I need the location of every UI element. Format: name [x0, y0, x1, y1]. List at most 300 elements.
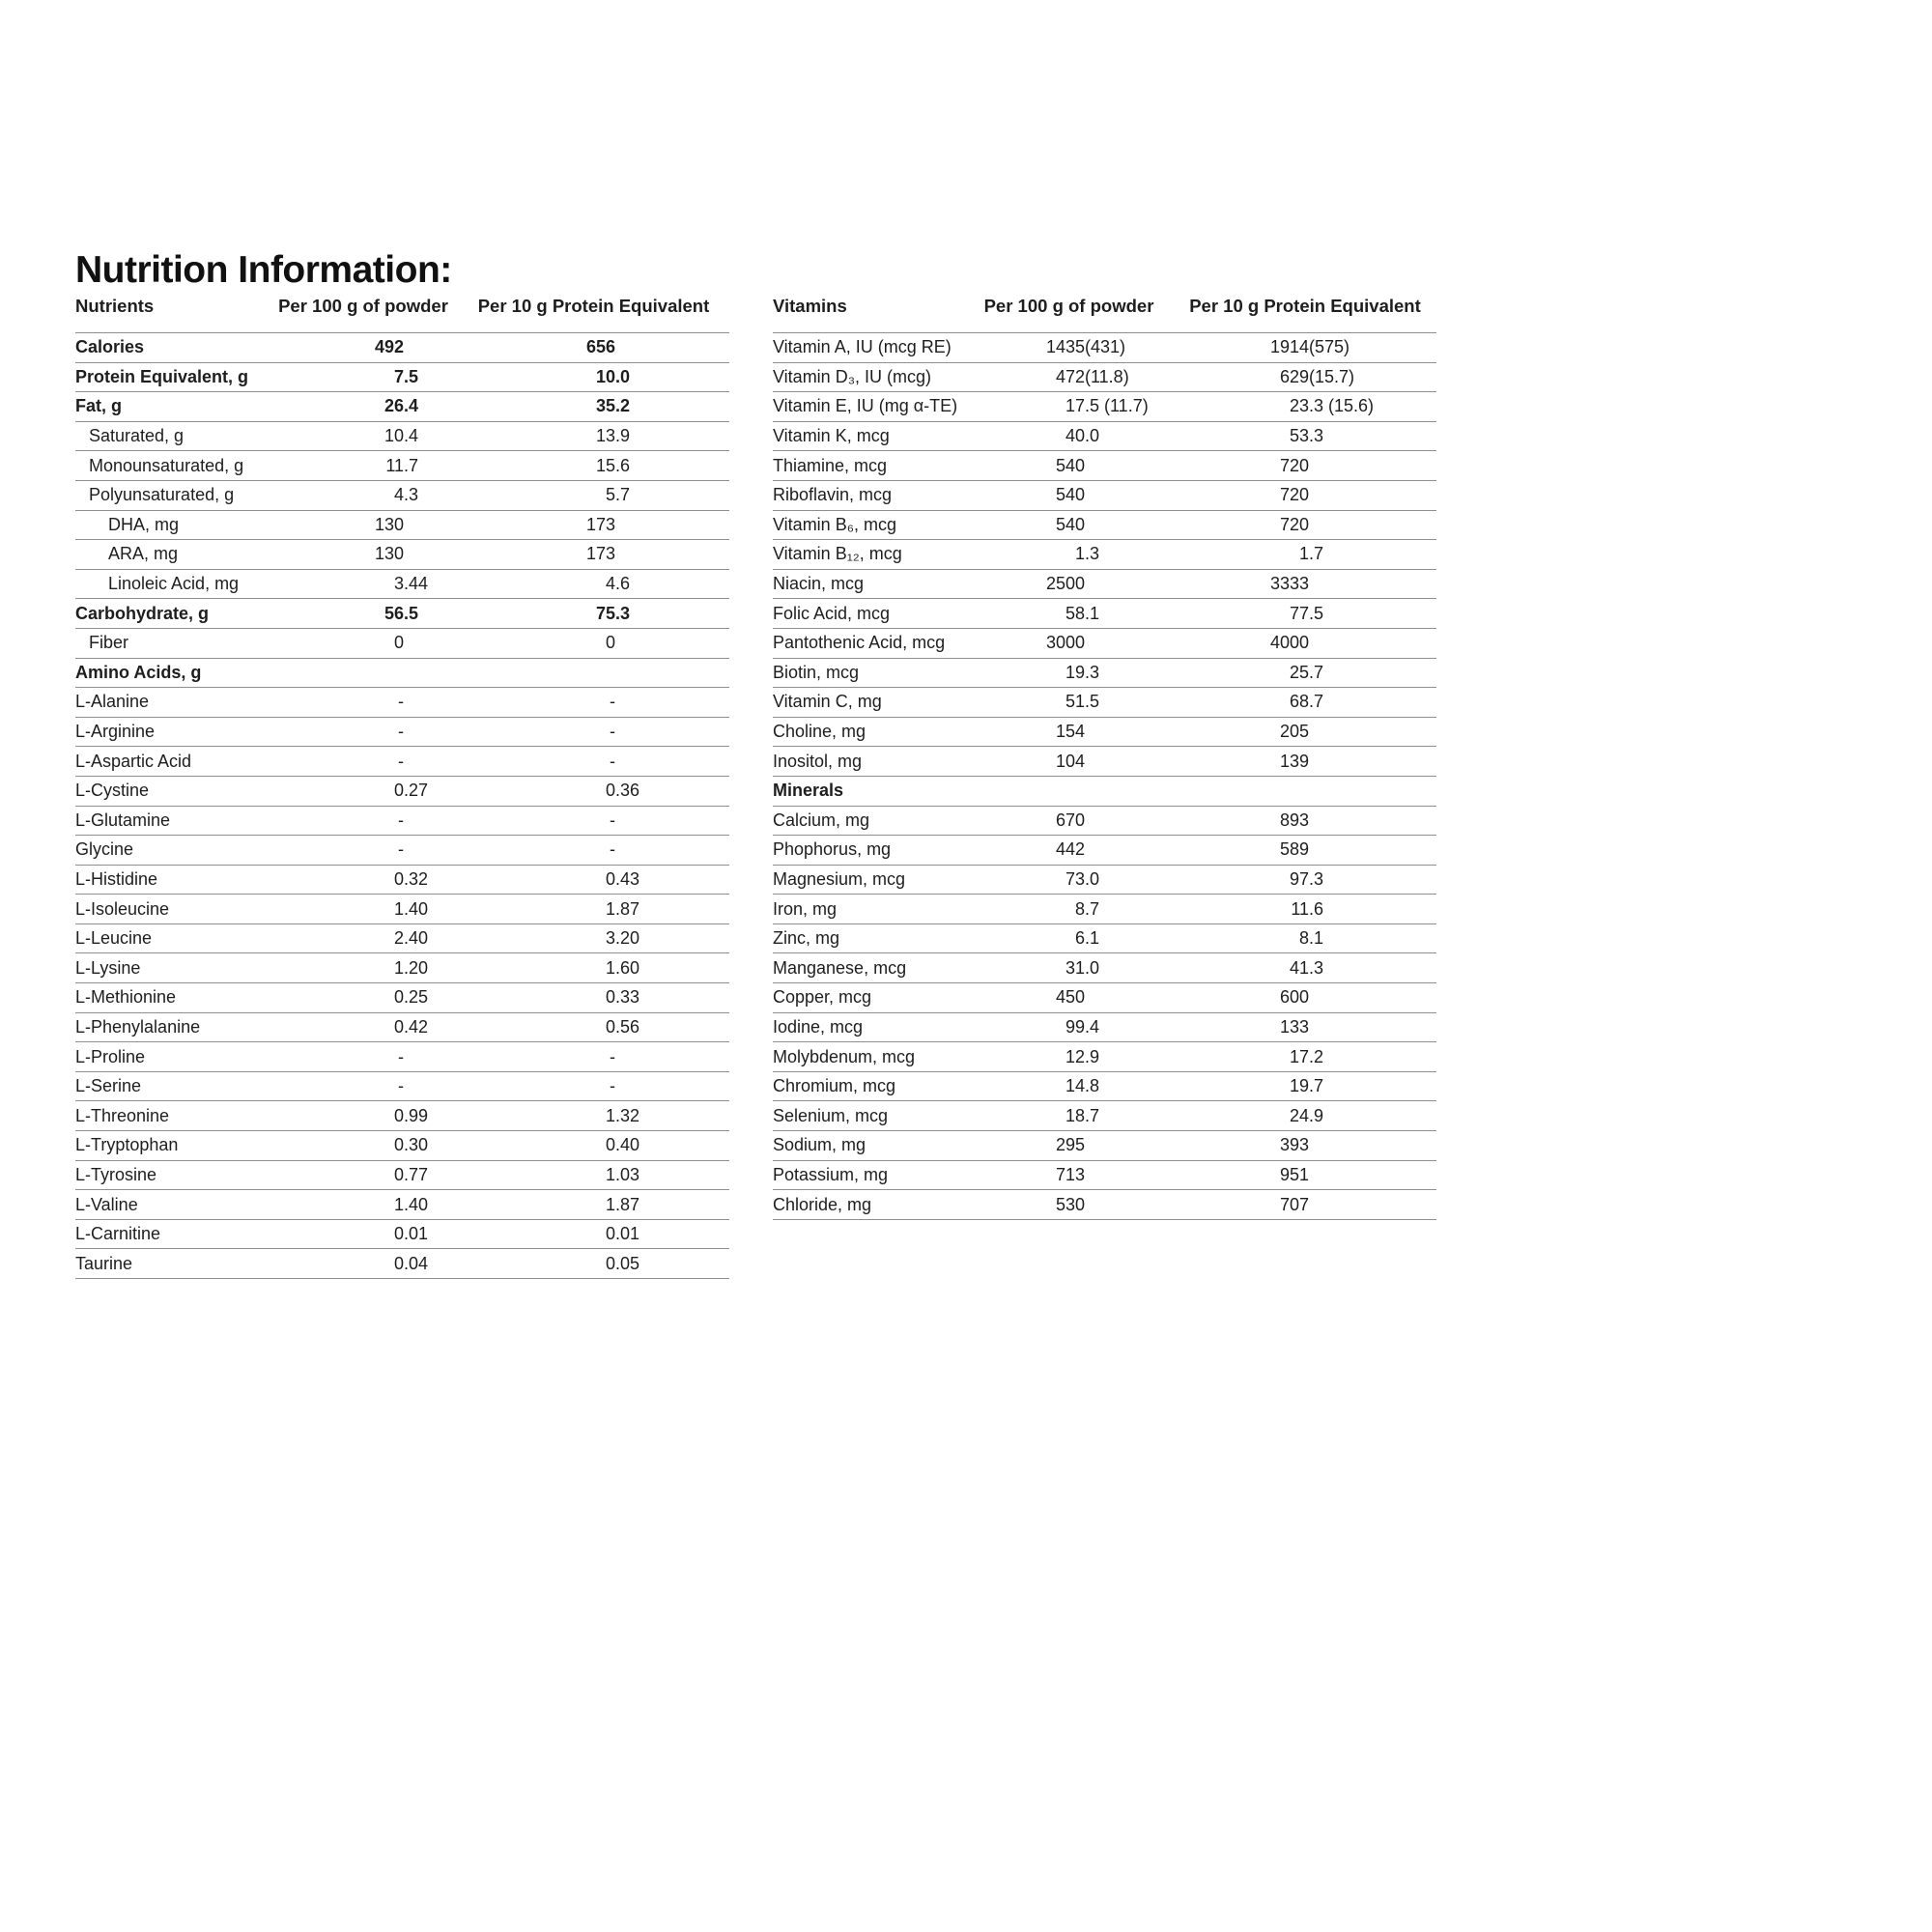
value-int-part: 0: [605, 1135, 615, 1155]
value-frac-part: .42: [404, 1016, 429, 1037]
table-row: [75, 807, 729, 837]
value-int-part: 450: [1055, 987, 1085, 1008]
row-label: Vitamin A, IU (mcg RE): [773, 337, 952, 357]
table-row: [773, 807, 1436, 837]
row-label: Vitamin B₁₂, mcg: [773, 544, 902, 564]
value-int-part: 5: [605, 485, 615, 505]
row-label: Folic Acid, mcg: [773, 603, 891, 623]
row-label: Calories: [75, 337, 145, 357]
row-label: Saturated, g: [89, 426, 185, 446]
value-int-part: 173: [585, 514, 615, 534]
value-int-part: 0: [605, 781, 615, 801]
value-int-part: 589: [1279, 839, 1309, 860]
value-int-part: 3000: [1045, 633, 1085, 653]
row-label: Carbohydrate, g: [75, 603, 210, 623]
value-frac-part: .5: [1085, 692, 1100, 712]
value-int-part: 720: [1279, 514, 1309, 534]
value-int-part: 0: [605, 987, 615, 1008]
table-row: [75, 1190, 729, 1220]
value-frac-part: .7: [1085, 1105, 1100, 1125]
row-label: L-Glutamine: [75, 810, 171, 830]
table-row: [773, 718, 1436, 748]
row-label: Fat, g: [75, 396, 122, 416]
value-int-part: -: [610, 1076, 615, 1096]
row-label: Choline, mg: [773, 722, 867, 742]
table-row: [75, 540, 729, 570]
value-int-part: 1: [393, 1194, 404, 1214]
row-label: Iron, mg: [773, 898, 838, 919]
value-int-part: 4: [393, 485, 404, 505]
value-int-part: 56: [384, 603, 404, 623]
column-header-nutrients: Nutrients: [75, 296, 155, 316]
value-frac-part: .4: [404, 396, 419, 416]
value-frac-part: .20: [404, 957, 429, 978]
value-int-part: 68: [1289, 692, 1309, 712]
value-frac-part: .30: [404, 1135, 429, 1155]
value-int-part: 1435: [1045, 337, 1085, 357]
table-row: [773, 866, 1436, 895]
table-row: [773, 1131, 1436, 1161]
value-int-part: 139: [1279, 751, 1309, 771]
value-int-part: 173: [585, 544, 615, 564]
page-title: Nutrition Information:: [75, 249, 452, 292]
value-int-part: 8: [1298, 928, 1309, 949]
value-frac-part: .4: [404, 426, 419, 446]
value-frac-part: .87: [615, 1194, 640, 1214]
table-row: [75, 1072, 729, 1102]
value-frac-part: .0: [1085, 868, 1100, 889]
value-frac-part: .9: [615, 426, 631, 446]
value-frac-part: .32: [404, 868, 429, 889]
row-label: Protein Equivalent, g: [75, 366, 249, 386]
value-int-part: 0: [393, 633, 404, 653]
value-int-part: 713: [1055, 1164, 1085, 1184]
value-frac-part: .20: [615, 928, 640, 949]
value-int-part: 13: [595, 426, 615, 446]
value-frac-part: .3: [1309, 957, 1324, 978]
table-row: [75, 659, 729, 689]
column-header-vitamins: Vitamins: [773, 296, 847, 316]
value-frac-part: .7: [1309, 662, 1324, 682]
value-frac-part: .2: [1309, 1046, 1324, 1066]
value-int-part: 1: [605, 1194, 615, 1214]
table-row: [75, 924, 729, 954]
value-int-part: 1: [605, 1105, 615, 1125]
row-label: Sodium, mg: [773, 1135, 867, 1155]
value-int-part: 205: [1279, 722, 1309, 742]
row-label: Vitamin D₃, IU (mcg): [773, 366, 932, 386]
row-label: Zinc, mg: [773, 928, 840, 949]
value-frac-part: .32: [615, 1105, 640, 1125]
value-frac-part: .0: [1085, 957, 1100, 978]
row-label: L-Tryptophan: [75, 1135, 179, 1155]
value-int-part: 23: [1289, 396, 1309, 416]
value-int-part: 41: [1289, 957, 1309, 978]
value-frac-part: .36: [615, 781, 640, 801]
value-int-part: 2: [393, 928, 404, 949]
value-int-part: -: [610, 839, 615, 860]
value-frac-part: (11.8): [1085, 366, 1129, 386]
value-int-part: 442: [1055, 839, 1085, 860]
value-frac-part: .03: [615, 1164, 640, 1184]
table-row: [773, 1013, 1436, 1043]
row-label: L-Proline: [75, 1046, 146, 1066]
value-frac-part: .7: [1309, 692, 1324, 712]
value-int-part: 2500: [1045, 574, 1085, 594]
value-int-part: 31: [1065, 957, 1085, 978]
value-frac-part: .9: [1085, 1046, 1100, 1066]
row-label: Vitamin E, IU (mg α-TE): [773, 396, 958, 416]
value-frac-part: .4: [1085, 1016, 1100, 1037]
value-frac-part: .8: [1085, 1076, 1100, 1096]
value-int-part: 11: [385, 455, 404, 475]
row-label: ARA, mg: [108, 544, 179, 564]
value-int-part: 1914: [1269, 337, 1309, 357]
value-int-part: 540: [1055, 485, 1085, 505]
value-int-part: 58: [1065, 603, 1085, 623]
value-int-part: 670: [1055, 810, 1085, 830]
value-int-part: 0: [605, 633, 615, 653]
row-label: L-Isoleucine: [75, 898, 170, 919]
value-int-part: 0: [393, 781, 404, 801]
value-frac-part: .3: [1309, 868, 1324, 889]
value-int-part: 1: [393, 957, 404, 978]
table-row: [75, 451, 729, 481]
row-label: L-Cystine: [75, 781, 150, 801]
value-int-part: 14: [1065, 1076, 1085, 1096]
value-int-part: 19: [1065, 662, 1085, 682]
vitamins-minerals-table: [773, 280, 1436, 1220]
table-row: [75, 481, 729, 511]
value-int-part: -: [610, 722, 615, 742]
row-label: Phophorus, mg: [773, 839, 892, 860]
table-row: [773, 392, 1436, 422]
value-frac-part: .7: [1085, 898, 1100, 919]
row-label: Polyunsaturated, g: [89, 485, 235, 505]
table-row: [75, 836, 729, 866]
value-frac-part: .6: [615, 574, 631, 594]
row-label: Chromium, mcg: [773, 1076, 896, 1096]
value-frac-part: .04: [404, 1253, 429, 1273]
table-row: [773, 1161, 1436, 1191]
value-int-part: 18: [1065, 1105, 1085, 1125]
table-row: [773, 570, 1436, 600]
value-int-part: 0: [393, 1016, 404, 1037]
table-row: [773, 363, 1436, 393]
row-label: L-Histidine: [75, 868, 158, 889]
value-frac-part: .1: [1309, 928, 1324, 949]
value-int-part: -: [398, 839, 404, 860]
value-int-part: 0: [393, 1105, 404, 1125]
table-row: [75, 1042, 729, 1072]
value-int-part: 0: [393, 1253, 404, 1273]
value-int-part: 0: [393, 868, 404, 889]
value-frac-part: .5: [1309, 603, 1324, 623]
value-int-part: 11: [1291, 898, 1309, 919]
value-frac-part: (431): [1085, 337, 1126, 357]
value-frac-part: .27: [404, 781, 429, 801]
value-int-part: 75: [595, 603, 615, 623]
table-row: [75, 1220, 729, 1250]
value-frac-part: .0: [615, 366, 631, 386]
value-int-part: -: [610, 810, 615, 830]
row-label: L-Alanine: [75, 692, 150, 712]
value-int-part: 130: [374, 544, 404, 564]
value-int-part: 951: [1279, 1164, 1309, 1184]
value-int-part: 53: [1289, 426, 1309, 446]
value-frac-part: .3: [1309, 426, 1324, 446]
value-int-part: 104: [1055, 751, 1085, 771]
row-label: Potassium, mg: [773, 1164, 889, 1184]
value-frac-part: .5 (11.7): [1085, 396, 1149, 416]
row-label: Selenium, mcg: [773, 1105, 889, 1125]
table-row: [75, 983, 729, 1013]
row-label: Monounsaturated, g: [89, 455, 244, 475]
value-frac-part: (575): [1309, 337, 1350, 357]
row-label: Magnesium, mcg: [773, 868, 906, 889]
value-int-part: 24: [1289, 1105, 1309, 1125]
table-row: [75, 747, 729, 777]
value-int-part: 3333: [1269, 574, 1309, 594]
value-int-part: 1: [393, 898, 404, 919]
row-label: L-Threonine: [75, 1105, 170, 1125]
value-frac-part: .9: [1309, 1105, 1324, 1125]
value-frac-part: .7: [404, 455, 419, 475]
value-int-part: 1: [605, 1164, 615, 1184]
value-int-part: 15: [595, 455, 615, 475]
row-label: Vitamin K, mcg: [773, 426, 890, 446]
table-row: [773, 599, 1436, 629]
nutrients-table: [75, 280, 729, 1279]
value-frac-part: .05: [615, 1253, 640, 1273]
value-frac-part: .3: [404, 485, 419, 505]
table-row: [75, 599, 729, 629]
value-frac-part: .56: [615, 1016, 640, 1037]
value-frac-part: .0: [1085, 426, 1100, 446]
value-frac-part: .40: [615, 1135, 640, 1155]
value-frac-part: .2: [615, 396, 631, 416]
value-frac-part: .7: [1309, 544, 1324, 564]
value-int-part: 99: [1065, 1016, 1085, 1037]
value-int-part: 0: [393, 1164, 404, 1184]
value-frac-part: (15.7): [1309, 366, 1355, 386]
column-header-per-10g: Per 10 g Protein Equivalent: [477, 296, 710, 316]
column-header-per-100g: Per 100 g of powder: [278, 296, 448, 316]
value-int-part: -: [398, 1046, 404, 1066]
table-row: [773, 924, 1436, 954]
table-row: [773, 747, 1436, 777]
value-int-part: 656: [585, 337, 615, 357]
table-row: [773, 511, 1436, 541]
table-row: [75, 1249, 729, 1279]
value-frac-part: .3: [1085, 544, 1100, 564]
value-int-part: 7: [393, 366, 404, 386]
value-frac-part: .01: [615, 1224, 640, 1244]
value-frac-part: .7: [1309, 1076, 1324, 1096]
value-int-part: 893: [1279, 810, 1309, 830]
value-int-part: 472: [1055, 366, 1085, 386]
row-label: L-Arginine: [75, 722, 156, 742]
value-int-part: 10: [384, 426, 404, 446]
value-int-part: 295: [1055, 1135, 1085, 1155]
row-label: Taurine: [75, 1253, 133, 1273]
value-int-part: 12: [1065, 1046, 1085, 1066]
table-row: [773, 451, 1436, 481]
row-label: Thiamine, mcg: [773, 455, 888, 475]
value-int-part: 720: [1279, 455, 1309, 475]
value-frac-part: .7: [615, 485, 631, 505]
row-label: L-Carnitine: [75, 1224, 161, 1244]
value-frac-part: .25: [404, 987, 429, 1008]
value-int-part: -: [398, 692, 404, 712]
row-label: Amino Acids, g: [75, 662, 202, 682]
value-int-part: 25: [1289, 662, 1309, 682]
row-label: Riboflavin, mcg: [773, 485, 893, 505]
table-row: [75, 1101, 729, 1131]
row-label: L-Phenylalanine: [75, 1016, 201, 1037]
value-int-part: 1: [1298, 544, 1309, 564]
value-frac-part: .87: [615, 898, 640, 919]
value-int-part: 1: [605, 957, 615, 978]
value-frac-part: .99: [404, 1105, 429, 1125]
table-row: [75, 422, 729, 452]
value-int-part: -: [610, 692, 615, 712]
value-int-part: 720: [1279, 485, 1309, 505]
table-row: [75, 866, 729, 895]
row-label: L-Methionine: [75, 987, 177, 1008]
table-row: [773, 953, 1436, 983]
value-int-part: 40: [1065, 426, 1085, 446]
table-row: [75, 1013, 729, 1043]
row-label: Iodine, mcg: [773, 1016, 864, 1037]
vitamins-minerals-table-body: [773, 332, 1436, 1220]
value-int-part: 530: [1055, 1194, 1085, 1214]
value-int-part: 133: [1279, 1016, 1309, 1037]
row-label: Fiber: [89, 633, 129, 653]
value-int-part: 130: [374, 514, 404, 534]
value-int-part: 8: [1074, 898, 1085, 919]
value-frac-part: .3 (15.6): [1309, 396, 1375, 416]
value-int-part: 73: [1065, 868, 1085, 889]
column-header-per-100g: Per 100 g of powder: [983, 296, 1154, 316]
value-int-part: 17: [1065, 396, 1085, 416]
table-row: [773, 1190, 1436, 1220]
value-int-part: -: [398, 810, 404, 830]
row-label: Calcium, mg: [773, 810, 870, 830]
value-int-part: 707: [1279, 1194, 1309, 1214]
table-row: [773, 659, 1436, 689]
row-label: Chloride, mg: [773, 1194, 872, 1214]
value-int-part: 35: [595, 396, 615, 416]
value-int-part: 540: [1055, 514, 1085, 534]
value-frac-part: .01: [404, 1224, 429, 1244]
table-row: [773, 629, 1436, 659]
value-int-part: 10: [595, 366, 615, 386]
table-row: [75, 511, 729, 541]
table-row: [75, 629, 729, 659]
value-frac-part: .77: [404, 1164, 429, 1184]
value-frac-part: .33: [615, 987, 640, 1008]
row-label: Manganese, mcg: [773, 957, 907, 978]
row-label: Biotin, mcg: [773, 662, 860, 682]
value-frac-part: .6: [615, 455, 631, 475]
value-int-part: 0: [605, 1224, 615, 1244]
value-int-part: 0: [605, 868, 615, 889]
table-row: [773, 1042, 1436, 1072]
row-label: L-Aspartic Acid: [75, 751, 192, 771]
value-int-part: -: [610, 751, 615, 771]
value-int-part: 3: [393, 574, 404, 594]
table-row: [773, 836, 1436, 866]
table-row: [773, 481, 1436, 511]
value-int-part: 154: [1055, 722, 1085, 742]
value-int-part: -: [398, 1076, 404, 1096]
value-frac-part: .40: [404, 1194, 429, 1214]
row-label: L-Leucine: [75, 928, 153, 949]
value-frac-part: .43: [615, 868, 640, 889]
value-int-part: -: [398, 751, 404, 771]
value-int-part: 629: [1279, 366, 1309, 386]
value-int-part: 4: [605, 574, 615, 594]
value-frac-part: .3: [615, 603, 631, 623]
value-int-part: -: [398, 722, 404, 742]
value-int-part: 0: [393, 987, 404, 1008]
value-frac-part: .5: [404, 366, 419, 386]
table-row: [773, 1101, 1436, 1131]
value-frac-part: .6: [1309, 898, 1324, 919]
row-label: Inositol, mg: [773, 751, 863, 771]
row-label: DHA, mg: [108, 514, 180, 534]
table-row: [75, 363, 729, 393]
value-int-part: 4000: [1269, 633, 1309, 653]
value-int-part: 1: [605, 898, 615, 919]
table-header-row: [75, 280, 729, 332]
row-label: L-Valine: [75, 1194, 138, 1214]
value-int-part: 0: [393, 1135, 404, 1155]
row-label: Niacin, mcg: [773, 574, 865, 594]
value-int-part: 51: [1065, 692, 1085, 712]
table-row: [773, 777, 1436, 807]
value-int-part: 0: [393, 1224, 404, 1244]
value-int-part: 77: [1289, 603, 1309, 623]
value-int-part: 393: [1279, 1135, 1309, 1155]
value-int-part: 600: [1279, 987, 1309, 1008]
value-int-part: 19: [1289, 1076, 1309, 1096]
value-frac-part: .60: [615, 957, 640, 978]
nutrients-table-body: [75, 332, 729, 1279]
row-label: Glycine: [75, 839, 134, 860]
value-int-part: 26: [384, 396, 404, 416]
value-frac-part: .1: [1085, 603, 1100, 623]
row-label: L-Serine: [75, 1076, 142, 1096]
table-row: [773, 333, 1436, 363]
row-label: Copper, mcg: [773, 987, 872, 1008]
table-row: [773, 983, 1436, 1013]
value-frac-part: .40: [404, 928, 429, 949]
table-row: [773, 540, 1436, 570]
row-label: Minerals: [773, 781, 844, 801]
table-row: [75, 333, 729, 363]
value-int-part: 17: [1289, 1046, 1309, 1066]
row-label: Linoleic Acid, mg: [108, 574, 240, 594]
table-row: [75, 688, 729, 718]
value-int-part: -: [610, 1046, 615, 1066]
column-header-per-10g: Per 10 g Protein Equivalent: [1189, 296, 1421, 316]
table-row: [75, 953, 729, 983]
value-frac-part: .3: [1085, 662, 1100, 682]
row-label: Molybdenum, mcg: [773, 1046, 916, 1066]
value-int-part: 0: [605, 1253, 615, 1273]
